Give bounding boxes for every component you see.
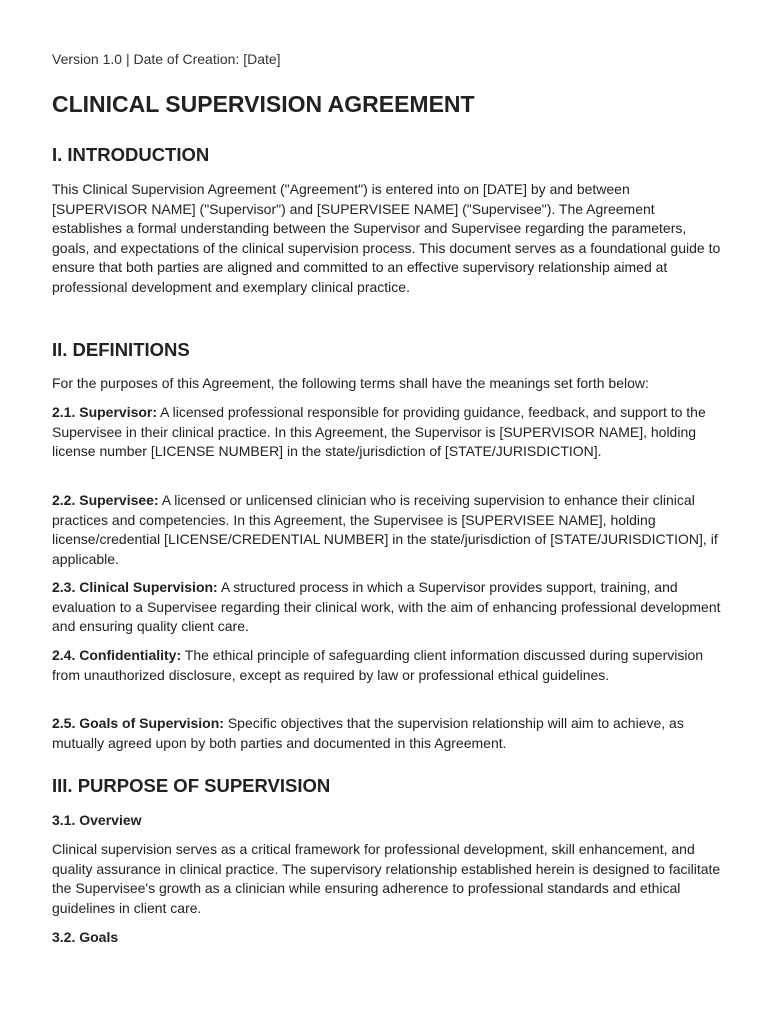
section-heading-definitions: II. DEFINITIONS	[52, 339, 190, 360]
definition-term: 2.2. Supervisee:	[52, 492, 159, 508]
section-heading-introduction: I. INTRODUCTION	[52, 144, 210, 165]
version-line: Version 1.0 | Date of Creation: [Date]	[52, 51, 281, 67]
overview-paragraph: Clinical supervision serves as a critical framework for professional development, skill enhancement, and quality assurance in clinical practice. The supervisory relationship established herein is designed to facilitate the Supervisee's growth as a clinician while ensuring adherence to professional standards and ethical guidelines in client care.	[52, 841, 721, 916]
definition-item	[52, 491, 724, 569]
document-title: CLINICAL SUPERVISION AGREEMENT	[52, 91, 475, 117]
definition-text: Specific objectives that the supervision relationship will aim to achieve, as mutually agreed upon by both parties and documented in this Agreement.	[52, 715, 684, 751]
definition-text: The ethical principle of safeguarding client information discussed during supervision from unauthorized disclosure, except as required by law or professional ethical guidelines.	[52, 647, 704, 683]
definition-item	[52, 714, 724, 753]
definition-term: 2.4. Confidentiality:	[52, 647, 182, 663]
definitions-intro: For the purposes of this Agreement, the following terms shall have the meanings set forth below:	[52, 375, 649, 391]
section-heading-purpose: III. PURPOSE OF SUPERVISION	[52, 775, 331, 796]
definition-item	[52, 578, 724, 637]
definition-item	[52, 403, 724, 462]
introduction-paragraph: This Clinical Supervision Agreement ("Agreement") is entered into on [DATE] by and between [SUPERVISOR NAME] ("Supervisor") and [SUPERVISEE NAME] ("Supervisee"). The Agreement establishes a formal understanding between the Supervisor and Supervisee regarding the parameters, goals, and expectations of the clinical supervision process. This document serves as a foundational guide to ensure that both parties are aligned and committed to an effective supervisory relationship aimed at professional development and exemplary clinical practice.	[52, 181, 721, 295]
definition-term: 2.1. Supervisor:	[52, 404, 158, 420]
definition-item	[52, 646, 724, 685]
subheading-goals: 3.2. Goals	[52, 929, 119, 945]
definition-text: A structured process in which a Supervisor provides support, training, and evaluation to a Supervisee regarding their clinical work, with the aim of enhancing professional development and ensuring quality client care.	[52, 579, 721, 634]
definition-text: A licensed or unlicensed clinician who is receiving supervision to enhance their clinical practices and competencies. In this Agreement, the Supervisee is [SUPERVISEE NAME], holding license/credential [LICENSE/CREDENTIAL NUMBER] in the state/jurisdiction of [STATE/JURISDICTION], if applicable.	[52, 492, 718, 567]
subheading-overview: 3.1. Overview	[52, 812, 142, 828]
definition-term: 2.3. Clinical Supervision:	[52, 579, 218, 595]
definition-text: A licensed professional responsible for providing guidance, feedback, and support to the Supervisee in their clinical practice. In this Agreement, the Supervisor is [SUPERVISOR NAME], holding license number [LICENSE NUMBER] in the state/jurisdiction of [STATE/JURISDICTION].	[52, 404, 706, 459]
definition-term: 2.5. Goals of Supervision:	[52, 715, 224, 731]
